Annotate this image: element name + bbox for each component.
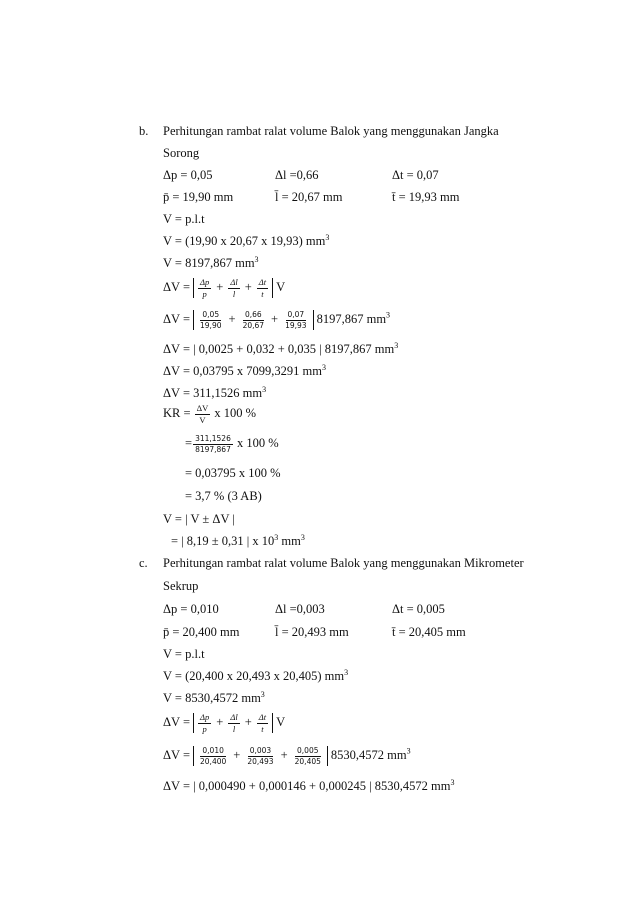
c-delta-t: Δt = 0,005 (392, 602, 445, 616)
c-t-mean: t̄ = 20,405 mm (392, 625, 466, 639)
b-dv-product: ΔV = 0,03795 x 7099,3291 $mm^3$ (163, 362, 326, 378)
section-b-letter: b. (139, 124, 149, 138)
b-dv-subst: ΔV = $\frac{0,05}{19,90}$ + $\frac{0,66}{20,67}$ + $\frac{0,07}{19,93}$ 8197,867 $mm^3$ (163, 310, 391, 330)
c-l-mean: l̄ = 20,493 mm (275, 625, 349, 639)
c-dv-subst: ΔV = $\frac{0,010}{20,400}$ + $\frac{0,003}{20,493}$ + $\frac{0,005}{20,405}$ 8530,4572 $mm^3$ (163, 746, 411, 766)
b-v-subst: V = (19,90 x 20,67 x 19,93) $mm^3$ (163, 232, 330, 248)
b-delta-t: Δt = 0,07 (392, 168, 439, 182)
section-c-heading-line1: Perhitungan rambat ralat volume Balok yang menggunakan Mikrometer (163, 556, 524, 570)
b-p-mean: p̄ = 19,90 mm (163, 190, 234, 204)
b-kr-formula: KR = $\frac{\Delta V}{V}$ x 100 % (163, 403, 257, 425)
b-dv-result: ΔV = 311,1526 $mm^3$ (163, 384, 267, 400)
b-v-result: V = 8197,867 $mm^3$ (163, 254, 259, 270)
b-l-mean: l̄ = 20,67 mm (275, 190, 343, 204)
c-delta-p: Δp = 0,010 (163, 602, 219, 616)
b-final-result: = | 8,19 ± 0,31 | x $10^3$ $mm^3$ (171, 532, 305, 548)
b-formula-v: V = p.l.t (163, 212, 205, 226)
section-c-letter: c. (139, 556, 148, 570)
c-delta-l: Δl =0,003 (275, 602, 325, 616)
b-final-formula: V = | V ± ΔV | (163, 512, 235, 526)
b-delta-l: Δl =0,66 (275, 168, 319, 182)
section-c-heading-line2: Sekrup (163, 579, 199, 593)
b-delta-p: Δp = 0,05 (163, 168, 213, 182)
section-b-heading-line2: Sorong (163, 146, 200, 160)
c-v-result: V = 8530,4572 $mm^3$ (163, 689, 265, 705)
c-p-mean: p̄ = 20,400 mm (163, 625, 240, 639)
b-dv-formula: ΔV = $\frac{\Delta p}{p}$ + $\frac{\Delta l}{l}$ + $\frac{\Delta t}{t}$ V (163, 277, 286, 299)
b-t-mean: t̄ = 19,93 mm (392, 190, 460, 204)
b-dv-sum: ΔV = | 0,0025 + 0,032 + 0,035 | 8197,867 $mm^3$ (163, 340, 399, 356)
b-kr-result: = 3,7 % (3 AB) (185, 489, 262, 503)
b-kr-subst: = $\frac{311,1526}{8197,867}$ x 100 % (185, 434, 279, 454)
c-dv-formula: ΔV = $\frac{\Delta p}{p}$ + $\frac{\Delta l}{l}$ + $\frac{\Delta t}{t}$ V (163, 712, 286, 734)
c-formula-v: V = p.l.t (163, 647, 205, 661)
c-dv-sum: ΔV = | 0,000490 + 0,000146 + 0,000245 | 8530,4572 $mm^3$ (163, 777, 455, 793)
section-b-heading-line1: Perhitungan rambat ralat volume Balok yang menggunakan Jangka (163, 124, 499, 138)
b-kr-step: = 0,03795 x 100 % (185, 466, 281, 480)
c-v-subst: V = (20,400 x 20,493 x 20,405) $mm^3$ (163, 667, 349, 683)
